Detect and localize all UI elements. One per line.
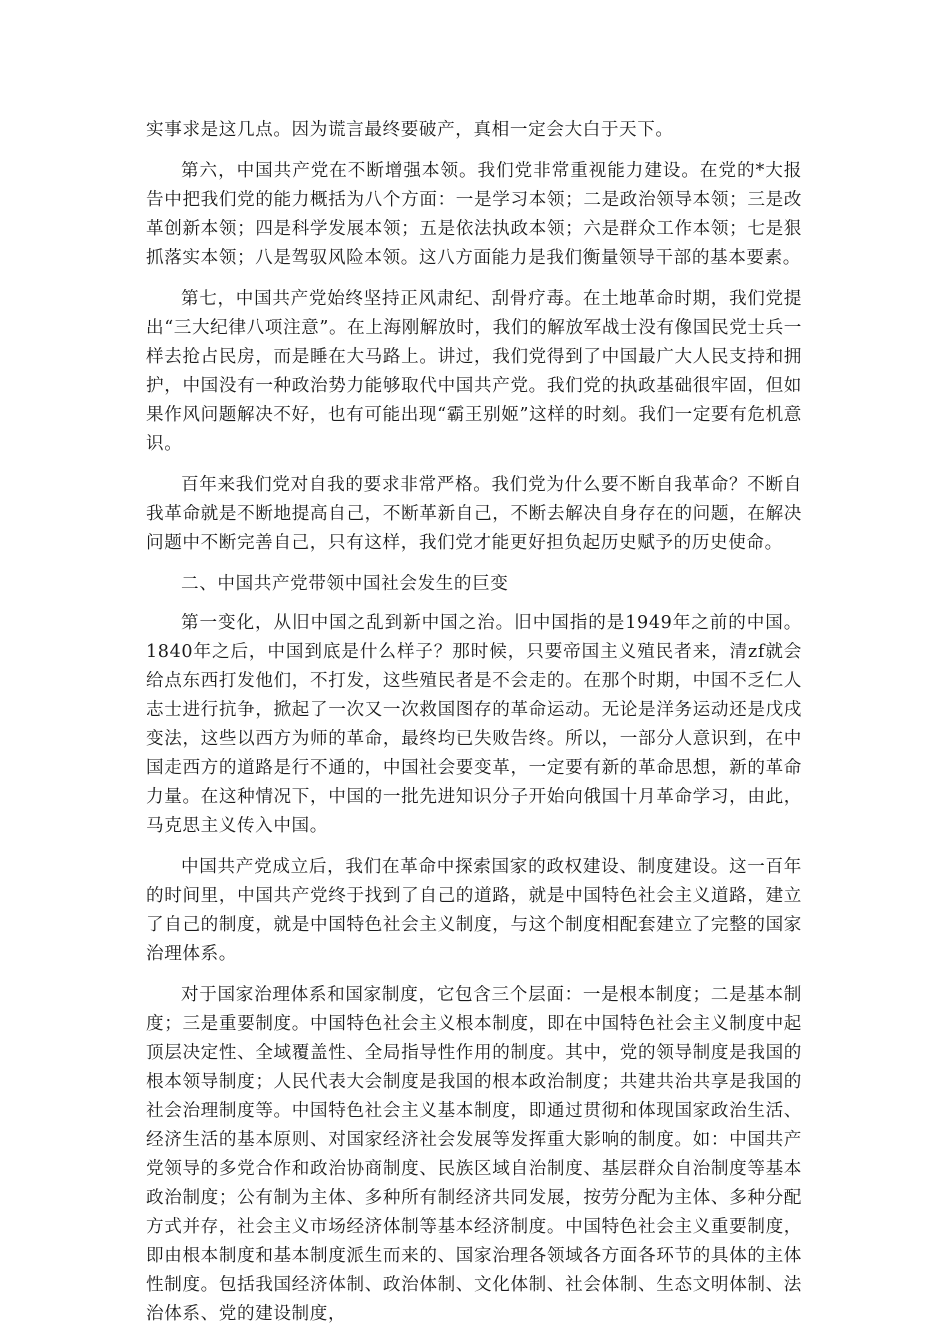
- paragraph-3: 第七，中国共产党始终坚持正风肃纪、刮骨疗毒。在土地革命时期，我们党提出“三大纪律八项注意”。在上海刚解放时，我们的解放军战士没有像国民党士兵一样去抢占民房，而是睡在大马路上。讲过，我们党得到了中国最广大人民支持和拥护，中国没有一种政治势力能够取代中国共产党。我们党的执政基础很牢固，但如果作风问题解决不好，也有可能出现“霸王别姬”这样的时刻。我们一定要有危机意识。: [146, 289, 802, 454]
- paragraph-6: 中国共产党成立后，我们在革命中探索国家的政权建设、制度建设。这一百年的时间里，中国共产党终于找到了自己的道路，就是中国特色社会主义道路，建立了自己的制度，就是中国特色社会主义制度，与这个制度相配套建立了完整的国家治理体系。: [146, 857, 802, 964]
- document-body: [146, 116, 802, 1341]
- paragraph-5: 第一变化，从旧中国之乱到新中国之治。旧中国指的是1949年之前的中国。1840年之后，中国到底是什么样子？那时候，只要帝国主义殖民者来，清zf就会给点东西打发他们，不打发，这些殖民者是不会走的。在那个时期，中国不乏仁人志士进行抗争，掀起了一次又一次救国图存的革命运动。无论是洋务运动还是戊戌变法，这些以西方为师的革命，最终均已失败告终。所以，一部分人意识到，在中国走西方的道路是行不通的，中国社会要变革，一定要有新的革命思想，新的革命力量。在这种情况下，中国的一批先进知识分子开始向俄国十月革命学习，由此，马克思主义传入中国。: [146, 613, 802, 836]
- paragraph-1: 实事求是这几点。因为谎言最终要破产，真相一定会大白于天下。: [146, 120, 674, 140]
- paragraph-2: 第六，中国共产党在不断增强本领。我们党非常重视能力建设。在党的*大报告中把我们党的能力概括为八个方面：一是学习本领；二是政治领导本领；三是改革创新本领；四是科学发展本领；五是依法执政本领；六是群众工作本领；七是狠抓落实本领；八是驾驭风险本领。这八方面能力是我们衡量领导干部的基本要素。: [146, 161, 802, 268]
- paragraph-4: 百年来我们党对自我的要求非常严格。我们党为什么要不断自我革命？不断自我革命就是不断地提高自己，不断革新自己，不断去解决自身存在的问题，在解决问题中不断完善自己，只有这样，我们党才能更好担负起历史赋予的历史使命。: [146, 475, 802, 553]
- paragraph-7: 对于国家治理体系和国家制度，它包含三个层面：一是根本制度；二是基本制度；三是重要制度。中国特色社会主义根本制度，即在中国特色社会主义制度中起顶层决定性、全域覆盖性、全局指导性作用的制度。其中，党的领导制度是我国的根本领导制度；人民代表大会制度是我国的根本政治制度；共建共治共享是我国的社会治理制度等。中国特色社会主义基本制度，即通过贯彻和体现国家政治生活、经济生活的基本原则、对国家经济社会发展等发挥重大影响的制度。如：中国共产党领导的多党合作和政治协商制度、民族区域自治制度、基层群众自治制度等基本政治制度；公有制为主体、多种所有制经济共同发展，按劳分配为主体、多种分配方式并存，社会主义市场经济体制等基本经济制度。中国特色社会主义重要制度，即由根本制度和基本制度派生而来的、国家治理各领域各方面各环节的具体的主体性制度。包括我国经济体制、政治体制、文化体制、社会体制、生态文明体制、法治体系、党的建设制度，: [146, 985, 802, 1324]
- section-heading: 二、中国共产党带领中国社会发生的巨变: [181, 574, 509, 594]
